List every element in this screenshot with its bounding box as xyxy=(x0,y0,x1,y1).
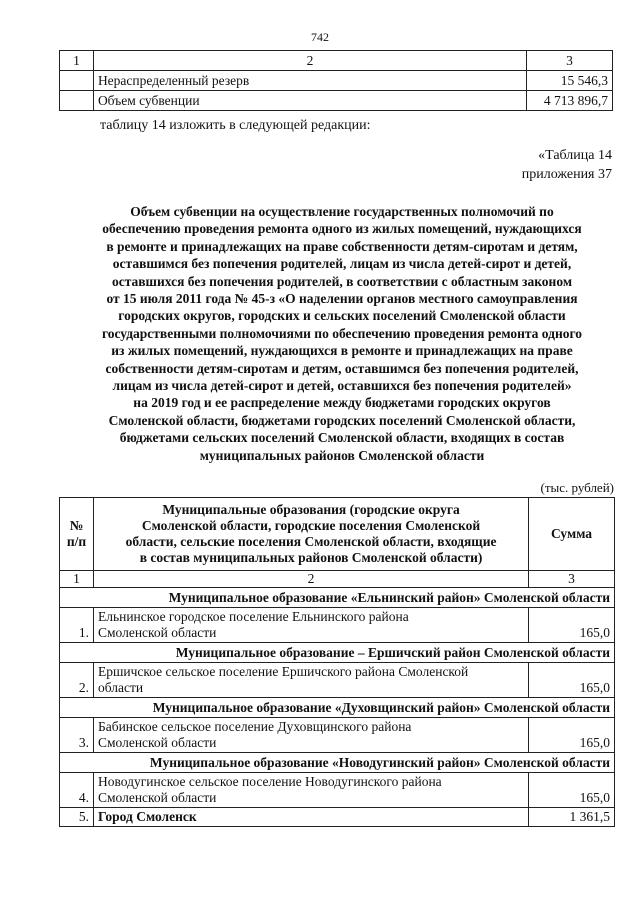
row-number: 1. xyxy=(60,608,94,643)
table-row xyxy=(60,663,615,698)
header-num xyxy=(60,498,94,571)
row-sum: 165,0 xyxy=(529,773,615,808)
table-reference xyxy=(522,146,612,184)
row-name-line: Новодугинское сельское поселение Новодугинского района xyxy=(97,774,442,789)
intro-text: таблицу 14 изложить в следующей редакции: xyxy=(100,118,371,133)
row-name-line: Смоленской области xyxy=(97,625,217,640)
group-row xyxy=(60,753,615,773)
header-text: п/п xyxy=(66,534,87,549)
title-line: оставшимся без попечения родителей, лицам из числа детей-сирот и детей, xyxy=(112,256,572,272)
table-row xyxy=(60,608,615,643)
row-name-line: области xyxy=(97,680,144,695)
row-value: 15 546,3 xyxy=(527,71,613,91)
row-name: Город Смоленск xyxy=(93,808,528,827)
header-text: Смоленской области, городские поселения Смоленской xyxy=(141,518,481,533)
column-number: 2 xyxy=(93,571,528,588)
title-line: на 2019 год и ее распределение между бюджетами городских округов xyxy=(133,395,551,411)
title-line: городских округов, городских и сельских поселений Смоленской области xyxy=(118,308,566,324)
row-number: 5. xyxy=(60,808,94,827)
row-name xyxy=(93,773,528,808)
row-sum: 165,0 xyxy=(529,663,615,698)
title-line: Смоленской области, бюджетами городских поселений Смоленской области, xyxy=(108,412,576,428)
table-reference-line: «Таблица 14 xyxy=(538,148,612,163)
units-label: (тыс. рублей) xyxy=(540,480,614,495)
title-line: лицам из числа детей-сирот и детей, оставшихся без попечения родителей» xyxy=(112,378,572,394)
column-number-row xyxy=(60,571,615,588)
group-title: Муниципальное образование – Ершичский район Смоленской области xyxy=(60,643,615,663)
document-title xyxy=(52,203,632,464)
row-name xyxy=(93,663,528,698)
title-line: из жилых помещений, нуждающихся в ремонте и принадлежащих на праве xyxy=(111,343,573,359)
row-sum: 165,0 xyxy=(529,718,615,753)
empty-cell xyxy=(60,71,94,91)
header-text: № xyxy=(69,518,84,533)
row-sum: 1 361,5 xyxy=(529,808,615,827)
title-line: в ремонте и принадлежащих на праве собственности детям-сиротам и детям, xyxy=(106,238,578,254)
title-line: муниципальных районов Смоленской области xyxy=(199,447,485,463)
row-name: Объем субвенции xyxy=(93,91,526,111)
column-number: 3 xyxy=(527,51,613,71)
column-number: 1 xyxy=(60,51,94,71)
column-number: 3 xyxy=(529,571,615,588)
table-reference-line: приложения 37 xyxy=(521,167,612,182)
subvention-reserve-table xyxy=(59,50,613,111)
title-line: Объем субвенции на осуществление государственных полномочий по xyxy=(130,204,554,219)
header-sum: Сумма xyxy=(529,498,615,571)
title-line: собственности детям-сиротам и детям, оставшимся без попечения родителей, xyxy=(105,360,579,376)
column-number: 2 xyxy=(93,51,526,71)
row-name-line: Смоленской области xyxy=(97,735,217,750)
row-name-line: Бабинское сельское поселение Духовщинского района xyxy=(97,719,412,734)
title-line: бюджетами сельских поселений Смоленской области, входящих в состав xyxy=(119,430,565,446)
header-text: в состав муниципальных районов Смоленской области) xyxy=(139,550,483,565)
row-number: 2. xyxy=(60,663,94,698)
table-row xyxy=(60,808,615,827)
table-row xyxy=(60,71,613,91)
group-row xyxy=(60,643,615,663)
distribution-table xyxy=(59,497,615,827)
group-row xyxy=(60,698,615,718)
page-number: 742 xyxy=(311,30,329,44)
table-row xyxy=(60,91,613,111)
header-text: области, сельские поселения Смоленской области, входящие xyxy=(125,534,497,549)
row-sum: 165,0 xyxy=(529,608,615,643)
row-value: 4 713 896,7 xyxy=(527,91,613,111)
title-line: от 15 июля 2011 года № 45-з «О наделении органов местного самоуправления xyxy=(106,291,578,307)
column-number: 1 xyxy=(60,571,94,588)
group-title: Муниципальное образование «Духовщинский район» Смоленской области xyxy=(60,698,615,718)
title-line: обеспечению проведения ремонта одного из жилых помещений, нуждающихся xyxy=(102,221,582,237)
table-row xyxy=(60,718,615,753)
row-name-line: Ершичское сельское поселение Ершичского района Смоленской xyxy=(97,664,469,679)
row-number: 4. xyxy=(60,773,94,808)
empty-cell xyxy=(60,91,94,111)
group-title: Муниципальное образование «Ельнинский район» Смоленской области xyxy=(60,588,615,608)
title-line: государственными полномочиями по обеспечению проведения ремонта одного xyxy=(101,325,583,341)
row-name xyxy=(93,608,528,643)
header-text: Муниципальные образования (городские округа xyxy=(162,502,460,517)
column-number-row xyxy=(60,51,613,71)
table-row xyxy=(60,773,615,808)
row-name: Нераспределенный резерв xyxy=(93,71,526,91)
header-municipality xyxy=(93,498,528,571)
header-row xyxy=(60,498,615,571)
row-name-line: Смоленской области xyxy=(97,790,217,805)
row-name xyxy=(93,718,528,753)
row-number: 3. xyxy=(60,718,94,753)
group-row xyxy=(60,588,615,608)
row-name-line: Ельнинское городское поселение Ельнинского района xyxy=(97,609,409,624)
group-title: Муниципальное образование «Новодугинский район» Смоленской области xyxy=(60,753,615,773)
title-line: оставшихся без попечения родителей, в соответствии с областным законом xyxy=(111,273,573,289)
